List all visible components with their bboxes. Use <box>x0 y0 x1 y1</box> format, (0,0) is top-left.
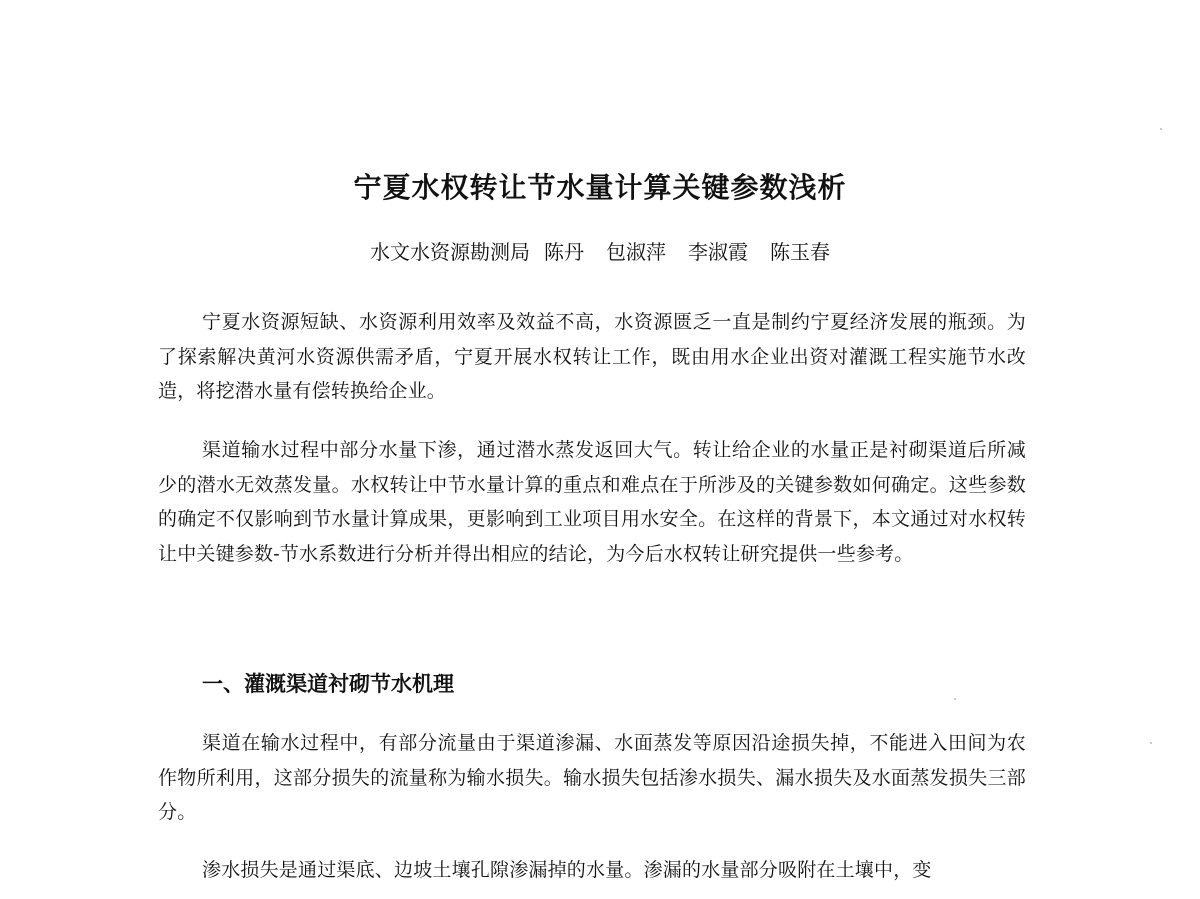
author-name: 陈丹 <box>544 240 584 264</box>
intro-paragraph: 渠道输水过程中部分水量下渗，通过潜水蒸发返回大气。转让给企业的水量正是衬砌渠道后所减少的潜水无效蒸发量。水权转让中节水量计算的重点和难点在于所涉及的关键参数如何确定。这些参数的确定不仅影响到节水量计算成果，更影响到工业项目用水安全。在这样的背景下，本文通过对水权转让中关键参数-节水系数进行分析并得出相应的结论，为今后水权转让研究提供一些参考。 <box>158 439 1026 565</box>
author-name: 包淑萍 <box>606 240 666 264</box>
body-paragraph: 渗水损失是通过渠底、边坡土壤孔隙渗漏掉的水量。渗漏的水量部分吸附在土壤中，变 <box>202 859 932 881</box>
section-heading: 一、灌溉渠道衬砌节水机理 <box>202 672 454 696</box>
paper-title: 宁夏水权转让节水量计算关键参数浅析 <box>353 171 847 204</box>
scan-speck <box>954 698 956 700</box>
author-name: 陈玉春 <box>770 240 830 264</box>
scan-speck <box>1160 128 1162 130</box>
author-line <box>0 237 1200 267</box>
author-name: 李淑霞 <box>688 240 748 264</box>
author-affiliation: 水文水资源勘测局 <box>370 240 530 264</box>
body-paragraph: 渠道在输水过程中，有部分流量由于渠道渗漏、水面蒸发等原因沿途损失掉，不能进入田间为农作物所利用，这部分损失的流量称为输水损失。输水损失包括渗水损失、漏水损失及水面蒸发损失三部分。 <box>158 732 1026 823</box>
intro-paragraph: 宁夏水资源短缺、水资源利用效率及效益不高，水资源匮乏一直是制约宁夏经济发展的瓶颈。为了探索解决黄河水资源供需矛盾，宁夏开展水权转让工作，既由用水企业出资对灌溉工程实施节水改造，将挖潜水量有偿转换给企业。 <box>158 311 1026 402</box>
scan-speck <box>1150 742 1152 744</box>
